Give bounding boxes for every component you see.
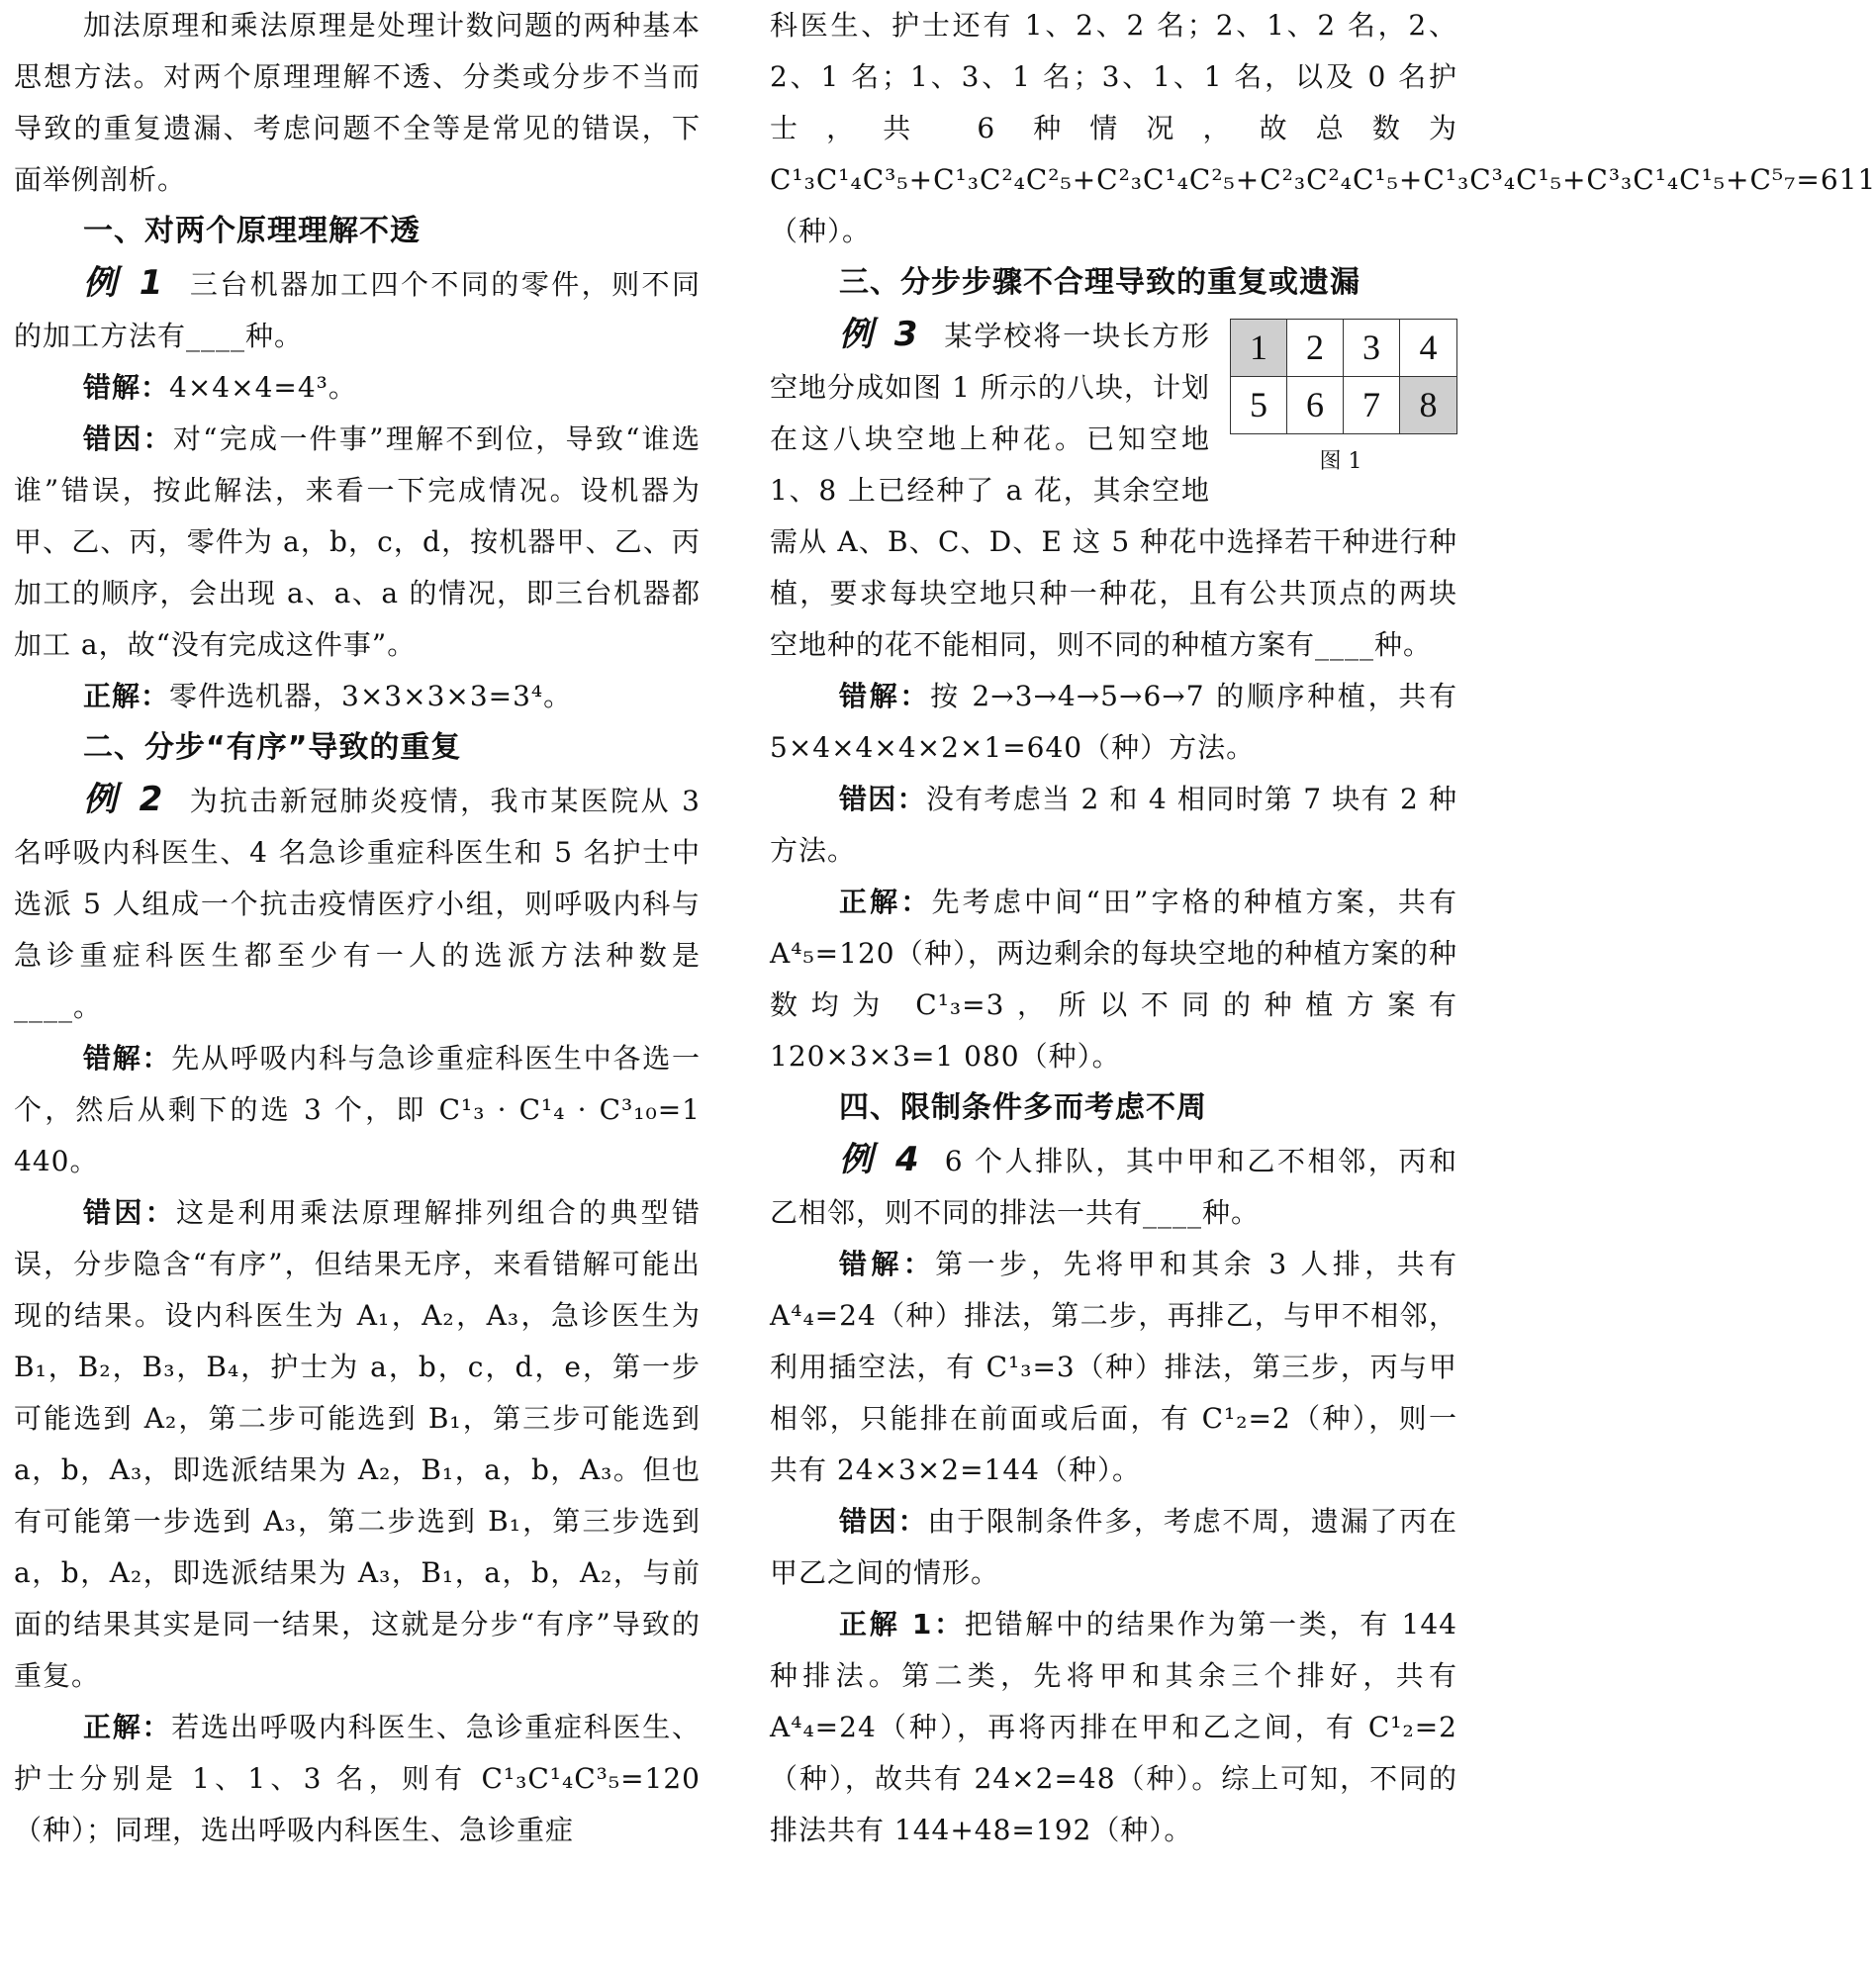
right-column [770, 0, 1876, 1856]
correct-solution-label: 正解： [83, 1711, 172, 1743]
example-1-error-cause [14, 414, 701, 671]
wrong-solution-label: 错解： [839, 1248, 936, 1280]
example-4-correct-solution [770, 1599, 1457, 1856]
grid-cell-5: 5 [1231, 377, 1287, 433]
example-1-wrong-solution [14, 362, 701, 414]
example-2-text: 为抗击新冠肺炎疫情，我市某医院从 3 名呼吸内科医生、4 名急诊重症科医生和 5 名护士中选派 5 人组成一个抗击疫情医疗小组，则呼吸内科与急诊重症科医生都至少有一人的选派方法种数是____。 [14, 785, 702, 1023]
example-4-error-cause [770, 1496, 1457, 1599]
grid-cell-6: 6 [1287, 377, 1344, 433]
wrong-solution-text: 4×4×4=4³。 [169, 371, 357, 404]
grid-cell-7: 7 [1344, 377, 1400, 433]
section-heading-1: 一、对两个原理理解不透 [83, 214, 421, 248]
grid-cell-8: 8 [1400, 377, 1456, 433]
example-4-text: 6 个人排队，其中甲和乙不相邻，丙和乙相邻，则不同的排法一共有____种。 [770, 1145, 1458, 1229]
wrong-solution-text: 按 2→3→4→5→6→7 的顺序种植，共有 5×4×4×4×2×1=640（种）方法。 [770, 680, 1457, 764]
example-3-label: 例 3 [839, 315, 922, 354]
error-cause-text: 对“完成一件事”理解不到位，导致“谁选谁”错误，按此解法，来看一下完成情况。设机器为甲、乙、丙，零件为 a，b，c，d，按机器甲、乙、丙加工的顺序，会出现 a、a、a 的情况，即三台机器都加工 a，故“没有完成这件事”。 [14, 422, 701, 661]
error-cause-text: 这是利用乘法原理解排列组合的典型错误，分步隐含“有序”，但结果无序，来看错解可能出现的结果。设内科医生为 A₁，A₂，A₃，急诊医生为 B₁，B₂，B₃，B₄，护士为 a，b，c，d，e，第一步可能选到 A₂，第二步可能选到 B₁，第三步可能选到 a，b，A₃，即选派结果为 A₂，B₁，a，b，A₃。但也有可能第一步选到 A₃，第二步选到 B₁，第三步选到 a，b，A₂，即选派结果为 A₃，B₁，a，b，A₂，与前面的结果其实是同一结果，这就是分步“有序”导致的重复。 [14, 1196, 701, 1692]
wrong-solution-text: 先从呼吸内科与急诊重症科医生中各选一个，然后从剩下的选 3 个，即 C¹₃ · C¹₄ · C³₁₀=1 440。 [14, 1042, 701, 1177]
wrong-solution-label: 错解： [83, 1042, 172, 1075]
example-4-problem [770, 1134, 1457, 1239]
wrong-solution-label: 错解： [839, 680, 931, 712]
section-heading-2: 二、分步“有序”导致的重复 [83, 730, 462, 765]
example-4-wrong-solution [770, 1239, 1457, 1496]
example-3-error-cause [770, 774, 1457, 877]
error-cause-label: 错因： [83, 422, 173, 455]
correct-solution-text: 若选出呼吸内科医生、急诊重症科医生、护士分别是 1、1、3 名，则有 C¹₃C¹₄C³₅=120（种）；同理，选出呼吸内科医生、急诊重症 [14, 1711, 701, 1846]
example-1-correct-solution [14, 671, 701, 722]
example-3-correct-solution [770, 877, 1457, 1082]
section-heading-3: 三、分步步骤不合理导致的重复或遗漏 [839, 265, 1360, 300]
error-cause-text: 由于限制条件多，考虑不周，遗漏了丙在甲乙之间的情形。 [770, 1505, 1457, 1589]
correct-solution-text: 零件选机器，3×3×3×3=3⁴。 [169, 680, 573, 712]
intro-paragraph: 加法原理和乘法原理是处理计数问题的两种基本思想方法。对两个原理理解不透、分类或分步不当而导致的重复遗漏、考虑问题不全等是常见的错误，下面举例剖析。 [14, 9, 701, 196]
example-2-problem [14, 774, 701, 1033]
example-1-label: 例 1 [83, 263, 167, 303]
example-2-correct-solution [14, 1702, 701, 1856]
section-heading-4: 四、限制条件多而考虑不周 [839, 1090, 1207, 1125]
error-cause-label: 错因： [83, 1196, 176, 1229]
figure-caption: 图 1 [1319, 449, 1362, 474]
error-cause-text: 没有考虑当 2 和 4 相同时第 7 块有 2 种方法。 [770, 783, 1457, 867]
plot-grid [1230, 319, 1457, 434]
correct-solution-label: 正解： [83, 680, 170, 712]
correct-solution-label: 正解 1： [839, 1608, 965, 1640]
error-cause-label: 错因： [839, 783, 926, 815]
grid-cell-4: 4 [1400, 320, 1456, 377]
example-3-wrong-solution [770, 671, 1457, 774]
example-2-wrong-solution [14, 1033, 701, 1187]
example-2-label: 例 2 [83, 780, 167, 819]
left-column [14, 0, 701, 1856]
wrong-solution-text: 第一步，先将甲和其余 3 人排，共有 A⁴₄=24（种）排法，第二步，再排乙，与甲不相邻，利用插空法，有 C¹₃=3（种）排法，第三步，丙与甲相邻，只能排在前面或后面，有 C¹₂=2（种），则一共有 24×3×2=144（种）。 [770, 1248, 1457, 1486]
figure-1 [1224, 319, 1457, 482]
wrong-solution-label: 错解： [83, 371, 170, 404]
correct-solution-text: 先考虑中间“田”字格的种植方案，共有 A⁴₅=120（种），两边剩余的每块空地的种植方案的种数均为 C¹₃=3，所以不同的种植方案有 120×3×3=1 080（种）。 [770, 886, 1457, 1073]
correct-solution-text: 把错解中的结果作为第一类，有 144 种排法。第二类，先将甲和其余三个排好，共有 A⁴₄=24（种），再将丙排在甲和乙之间，有 C¹₂=2（种），故共有 24×2=48（种）。综上可知，不同的排法共有 144+48=192（种）。 [770, 1608, 1457, 1846]
correct-solution-label: 正解： [839, 886, 932, 918]
error-cause-label: 错因： [839, 1505, 928, 1538]
grid-cell-1: 1 [1231, 320, 1287, 377]
example-1-text: 三台机器加工四个不同的零件，则不同的加工方法有____种。 [14, 268, 701, 352]
continued-paragraph: 科医生、护士还有 1、2、2 名；2、1、2 名，2、2、1 名；1、3、1 名；3、1、1 名，以及 0 名护士，共 6 种情况，故总数为 C¹₃C¹₄C³₅+C¹₃C²₄C²₅+C²₃C¹₄C²₅+C²₃C²₄C¹₅+C¹₃C³₄C¹₅+C³₃C¹₄C¹₅+C⁵₇=611（种）。 [770, 9, 1876, 247]
grid-cell-3: 3 [1344, 320, 1400, 377]
example-2-error-cause [14, 1187, 701, 1702]
example-1-problem [14, 257, 701, 362]
grid-cell-2: 2 [1287, 320, 1344, 377]
example-3-text: 某学校将一块长方形空地分成如图 1 所示的八块，计划在这八块空地上种花。已知空地 1、8 上已经种了 a 花，其余空地需从 A、B、C、D、E 这 5 种花中选择若干种进行种植，要求每块空地只种一种花，且有公共顶点的两块空地种的花不能相同，则不同的种植方案有____种。 [770, 320, 1457, 661]
example-4-label: 例 4 [839, 1140, 923, 1179]
